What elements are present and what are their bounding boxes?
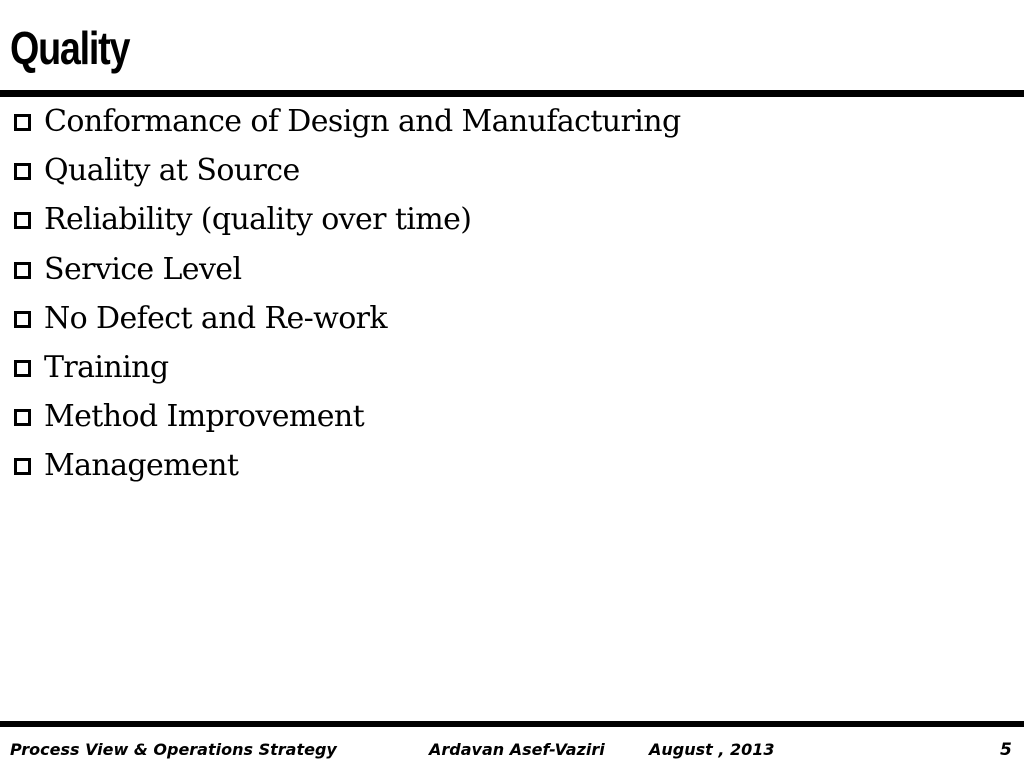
bullet-text: No Defect and Re-work: [44, 300, 387, 336]
footer-course-title: Process View & Operations Strategy: [10, 740, 337, 759]
square-bullet-icon: [14, 114, 31, 131]
square-bullet-icon: [14, 163, 31, 180]
square-bullet-icon: [14, 262, 31, 279]
bullet-text: Method Improvement: [44, 399, 365, 435]
bullet-text: Management: [44, 448, 239, 484]
bullet-item: [14, 441, 681, 490]
bullet-list: [14, 97, 681, 491]
footer-date: August , 2013: [649, 740, 775, 759]
bullet-item: [14, 392, 681, 441]
bullet-item: [14, 294, 681, 343]
bullet-text: Reliability (quality over time): [44, 202, 472, 238]
bullet-item: [14, 195, 681, 244]
bullet-text: Conformance of Design and Manufacturing: [44, 104, 681, 140]
bullet-text: Service Level: [44, 251, 242, 287]
footer-author: Ardavan Asef-Vaziri: [429, 740, 605, 759]
bullet-text: Quality at Source: [44, 153, 300, 189]
slide-title: Quality: [10, 22, 130, 74]
bullet-item: [14, 343, 681, 392]
bullet-text: Training: [44, 350, 169, 386]
page-number: 5: [1000, 740, 1012, 760]
title-divider: [0, 90, 1024, 97]
footer-divider: [0, 721, 1024, 727]
square-bullet-icon: [14, 311, 31, 328]
square-bullet-icon: [14, 212, 31, 229]
bullet-item: [14, 97, 681, 146]
bullet-item: [14, 245, 681, 294]
bullet-item: [14, 146, 681, 195]
square-bullet-icon: [14, 360, 31, 377]
square-bullet-icon: [14, 458, 31, 475]
square-bullet-icon: [14, 409, 31, 426]
